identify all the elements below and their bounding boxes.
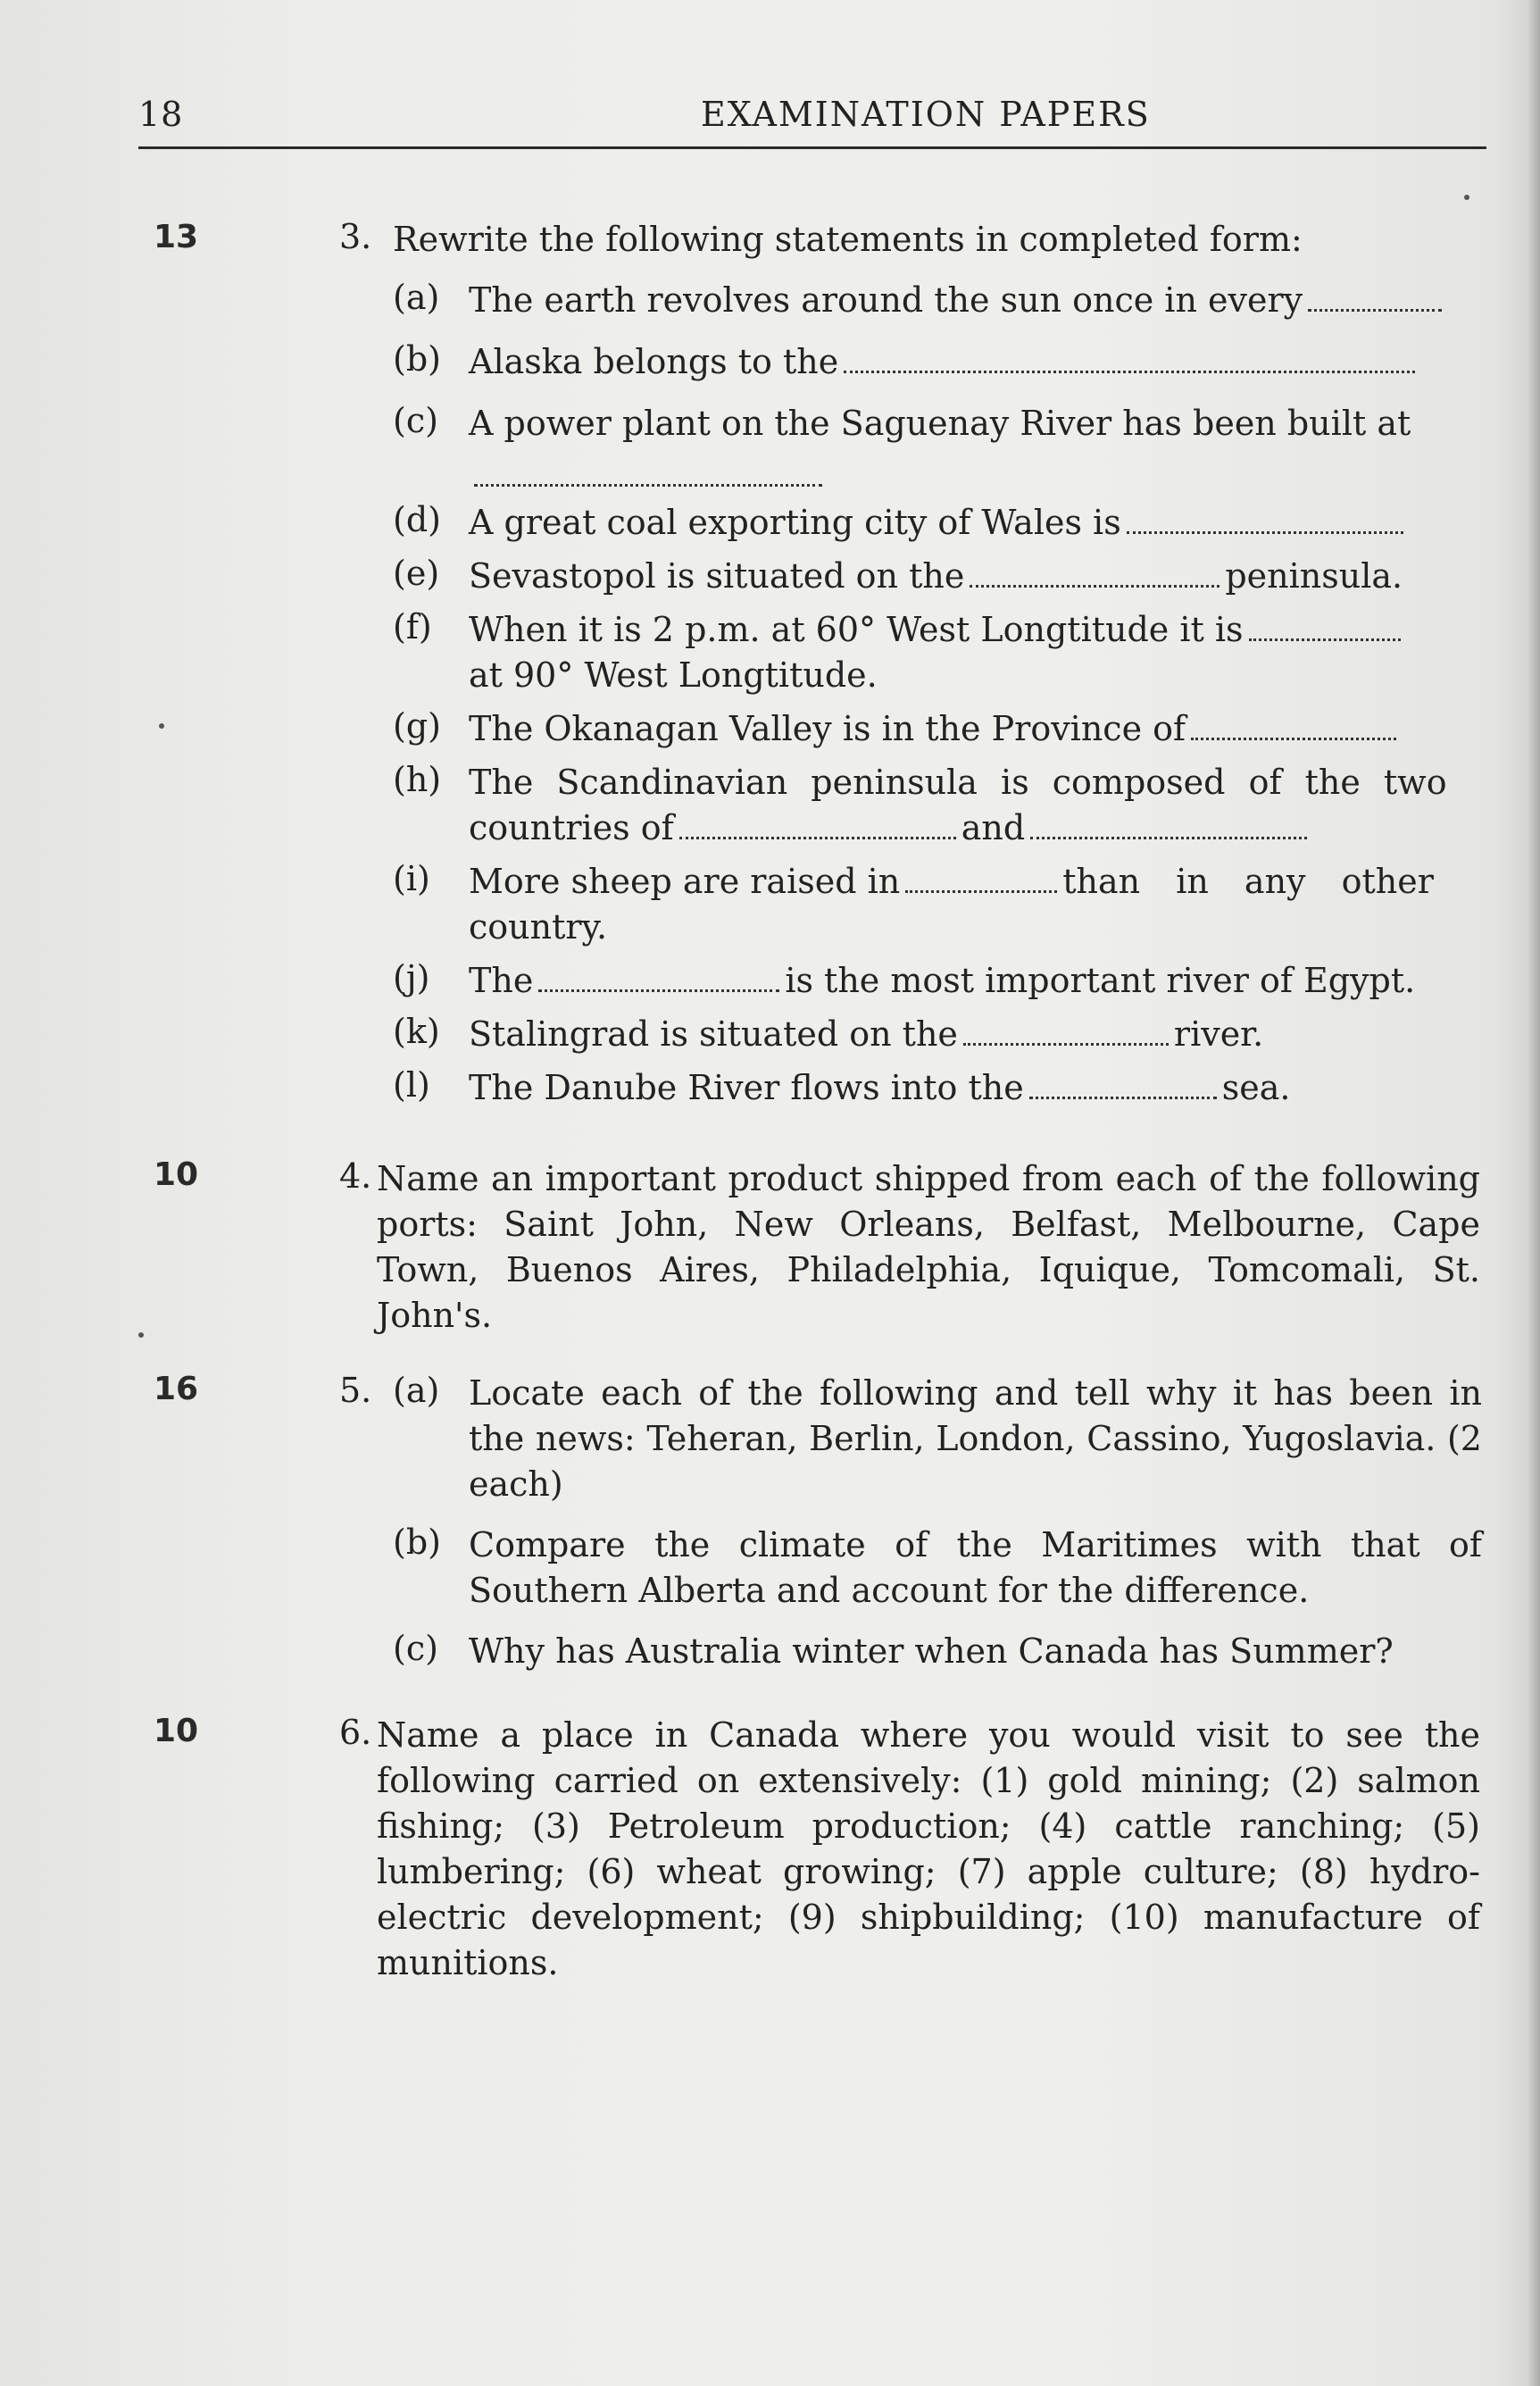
q3-part-f-text: When it is 2 p.m. at 60° West Longtitude it is — [469, 610, 1244, 649]
q3-part-g — [469, 706, 1482, 752]
question-5-number: 5. — [339, 1371, 372, 1410]
question-6-text: Name a place in Canada where you would visit to see the following carried on extensively: (1) gold mining; (2) salmon fishing; (3) Petroleum production; (4) cattle ranching; (5) lumbering; (6) wheat growing; (7) apple culture; (8) hydro-electric development; (9) shipbuilding; (10) manufacture of munitions. — [377, 1715, 1480, 1982]
q3-part-b-text: Alaska belongs to the — [469, 342, 839, 381]
q3-part-i-mid: than in any other — [1062, 862, 1434, 901]
question-3-marks: 13 — [154, 219, 199, 255]
q3-part-g-text: The Okanagan Valley is in the Province of — [469, 709, 1186, 748]
page-spine-shadow — [1528, 0, 1540, 2386]
scan-speck — [138, 1332, 144, 1338]
question-3-text: Rewrite the following statements in completed form: — [393, 220, 1303, 259]
answer-blank[interactable] — [1191, 709, 1396, 740]
q3-part-c — [469, 401, 1482, 446]
q3-part-e-letter: (e) — [393, 554, 440, 593]
answer-blank[interactable] — [844, 342, 1415, 373]
q3-part-j-text: The — [469, 961, 534, 1000]
q3-part-e — [469, 554, 1482, 599]
q3-part-a-text: The earth revolves around the sun once in every — [469, 280, 1303, 320]
q3-part-e-text: Sevastopol is situated on the — [469, 556, 965, 596]
q3-part-h-line2-text: countries of — [469, 808, 674, 847]
answer-blank[interactable] — [1127, 503, 1403, 534]
q3-part-d-text: A great coal exporting city of Wales is — [469, 503, 1121, 542]
q5-part-c-letter: (c) — [393, 1629, 438, 1668]
q5-part-c: Why has Australia winter when Canada has Summer? — [469, 1631, 1394, 1671]
answer-blank[interactable] — [1308, 280, 1442, 312]
q3-part-c-text: A power plant on the Saguenay River has been built at — [469, 404, 1411, 443]
q3-part-d — [469, 500, 1482, 546]
q3-part-h-letter: (h) — [393, 760, 442, 799]
q3-part-l-text: The Danube River flows into the — [469, 1068, 1024, 1107]
q3-part-f — [469, 607, 1482, 698]
answer-blank[interactable] — [963, 1014, 1169, 1046]
q3-part-i-letter: (i) — [393, 859, 430, 898]
q3-part-k-letter: (k) — [393, 1012, 440, 1051]
page-number: 18 — [138, 95, 184, 134]
q3-part-i-line2: country. — [469, 907, 608, 947]
answer-blank[interactable] — [1029, 1068, 1217, 1099]
answer-blank[interactable] — [679, 808, 956, 839]
question-6-marks: 10 — [154, 1713, 199, 1749]
scan-speck — [1464, 195, 1469, 200]
q3-part-h-text: The Scandinavian peninsula is composed of the two — [469, 763, 1447, 802]
q3-part-b-letter: (b) — [393, 339, 441, 379]
q3-part-e-after: peninsula. — [1225, 556, 1403, 596]
question-4-body: Name an important product shipped from each of the following ports: Saint John, New Orleans, Belfast, Melbourne, Cape Town, Buenos Aires, Philadelphia, Iquique, Tomcomali, St. John's. — [377, 1159, 1480, 1335]
q3-part-i — [469, 859, 1482, 950]
q3-part-l-after: sea. — [1221, 1068, 1291, 1107]
q3-part-c-letter: (c) — [393, 401, 438, 440]
question-6-number: 6. — [339, 1713, 372, 1752]
q3-part-j-after: is the most important river of Egypt. — [785, 961, 1416, 1000]
question-4-marks: 10 — [154, 1156, 199, 1193]
answer-blank[interactable] — [905, 862, 1057, 893]
question-4-number: 4. — [339, 1156, 372, 1196]
question-3-number: 3. — [339, 217, 372, 256]
q5-part-a-letter: (a) — [393, 1371, 440, 1410]
answer-blank[interactable] — [538, 961, 779, 992]
q5-part-b-letter: (b) — [393, 1523, 441, 1562]
q3-part-j — [469, 958, 1482, 1004]
q5-part-b: Compare the climate of the Maritimes with that of Southern Alberta and account for the difference. — [469, 1525, 1482, 1610]
q3-part-l-letter: (l) — [393, 1065, 430, 1105]
q3-part-a — [469, 278, 1482, 323]
q3-part-j-letter: (j) — [393, 958, 430, 997]
q3-part-k-text: Stalingrad is situated on the — [469, 1014, 958, 1054]
q3-part-h — [469, 760, 1482, 851]
question-5-marks: 16 — [154, 1371, 199, 1407]
answer-blank[interactable] — [474, 455, 822, 487]
q3-part-i-text: More sheep are raised in — [469, 862, 901, 901]
q3-part-l — [469, 1065, 1482, 1111]
page-header — [138, 89, 1486, 149]
q3-part-f-letter: (f) — [393, 607, 432, 647]
page-title: EXAMINATION PAPERS — [701, 95, 1151, 134]
q3-part-a-letter: (a) — [393, 278, 440, 317]
q3-part-d-letter: (d) — [393, 500, 441, 539]
answer-blank[interactable] — [970, 556, 1220, 588]
answer-blank[interactable] — [1249, 610, 1401, 641]
q3-part-g-letter: (g) — [393, 706, 441, 746]
q3-part-b — [469, 339, 1482, 385]
q3-part-h-and: and — [961, 808, 1026, 847]
q3-part-f-line2: at 90° West Longtitude. — [469, 655, 878, 695]
q3-part-k-after: river. — [1173, 1014, 1264, 1054]
question-4-text — [377, 1156, 1480, 1339]
scan-speck — [159, 723, 164, 729]
answer-blank[interactable] — [1030, 808, 1307, 839]
q5-part-a: Locate each of the following and tell why it has been in the news: Teheran, Berlin, London, Cassino, Yugoslavia. (2 each) — [469, 1373, 1482, 1504]
q3-part-k — [469, 1012, 1482, 1057]
